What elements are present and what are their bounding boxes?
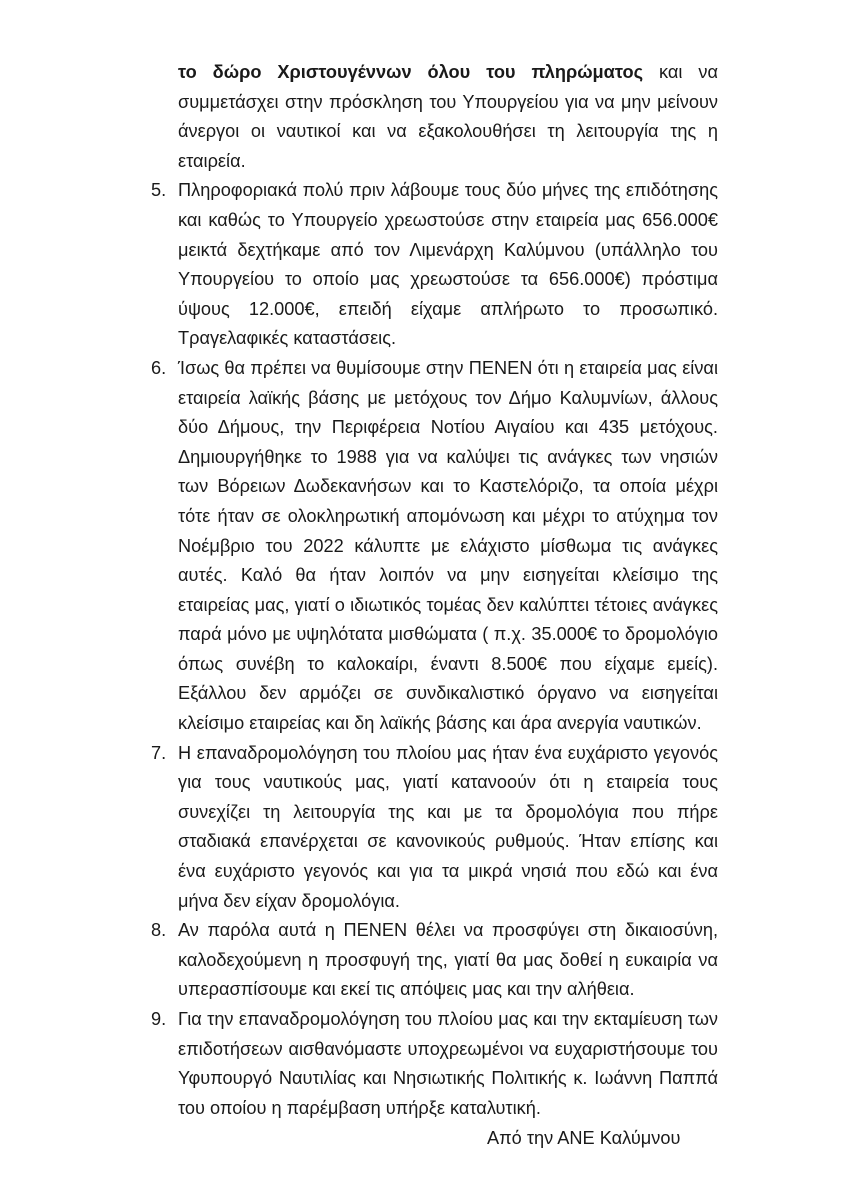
list-item [151, 916, 718, 1005]
list-item [151, 739, 718, 917]
list-number: 6. [151, 357, 167, 378]
list-item [151, 176, 718, 354]
continuation-paragraph [178, 58, 718, 176]
list-number: 7. [151, 742, 167, 763]
list-item-text: Για την επαναδρομολόγηση του πλοίου μας και την εκταμίευση των επιδοτήσεων αισθανόμαστε υποχρεωμένοι να ευχαριστήσουμε του Υφυπουργό Ναυτιλίας και Νησιωτικής Πολιτικής κ. Ιωάννη Παππά του οποίου η παρέμβαση υπήρξε καταλυτική. [178, 1009, 718, 1118]
list-item-text: Ίσως θα πρέπει να θυμίσουμε στην ΠΕΝΕΝ ότι η εταιρεία μας είναι εταιρεία λαϊκής βάσης με μετόχους τον Δήμο Καλυμνίων, άλλους δύο Δήμους, την Περιφέρεια Νοτίου Αιγαίου και 435 μετόχους. Δημιουργήθηκε το 1988 για να καλύψει τις ανάγκες των νησιών των Βόρειων Δωδεκανήσων και το Καστελόριζο, τα οποία μέχρι τότε ήταν σε ολοκληρωτική απομόνωση και μέχρι το ατύχημα τον Νοέμβριο του 2022 κάλυπτε με ελάχιστο μίσθωμα τις ανάγκες αυτές. Καλό θα ήταν λοιπόν να μην εισηγείται κλείσιμο της εταιρείας μας, γιατί ο ιδιωτικός τομέας δεν καλύπτει τέτοιες ανάγκες παρά μόνο με υψηλότατα μισθώματα ( π.χ. 35.000€ το δρομολόγιο όπως συνέβη το καλοκαίρι, έναντι 8.500€ που είχαμε εμείς). Εξάλλου δεν αρμόζει σε συνδικαλιστικό όργανο να εισηγείται κλείσιμο εταιρείας και δη λαϊκής βάσης και άρα ανεργία ναυτικών. [178, 357, 718, 734]
list-number: 5. [151, 180, 167, 201]
list-item [151, 1005, 718, 1123]
signature: Από την ΑΝΕ Καλύμνου [487, 1128, 681, 1148]
list-item [151, 354, 718, 739]
list-item-text: Αν παρόλα αυτά η ΠΕΝΕΝ θέλει να προσφύγει στη δικαιοσύνη, καλοδεχούμενη η προσφυγή της, γιατί θα μας δοθεί η ευκαιρία να υπερασπίσουμε και εκεί τις απόψεις μας και την αλήθεια. [178, 920, 718, 1000]
document-body [151, 58, 718, 1123]
bold-phrase: το δώρο Χριστουγέννων όλου του πληρώματος [178, 62, 644, 82]
list-item-text: Η επαναδρομολόγηση του πλοίου μας ήταν ένα ευχάριστο γεγονός για τους ναυτικούς μας, γιατί κατανοούν ότι η εταιρεία τους συνεχίζει τη λειτουργία της και με τα δρομολόγια που πήρε σταδιακά επανέρχεται σε κανονικούς ρυθμούς. Ήταν επίσης και ένα ευχάριστο γεγονός και για τα μικρά νησιά που εδώ και ένα μήνα δεν είχαν δρομολόγια. [178, 742, 718, 911]
list-number: 8. [151, 920, 167, 941]
list-number: 9. [151, 1009, 167, 1029]
continuation-text: και να συμμετάσχει στην πρόσκληση του Υπουργείου για να μην μείνουν άνεργοι οι ναυτικοί και να εξακολουθήσει τη λειτουργία της η εταιρεία. [178, 62, 718, 171]
list-item-text: Πληροφοριακά πολύ πριν λάβουμε τους δύο μήνες της επιδότησης και καθώς το Υπουργείο χρεωστούσε στην εταιρεία μας 656.000€ μεικτά δεχτήκαμε από τον Λιμενάρχη Καλύμνου (υπάλληλο του Υπουργείου το οποίο μας χρεωστούσε τα 656.000€) πρόστιμα ύψους 12.000€, επειδή είχαμε απλήρωτο το προσωπικό. Τραγελαφικές καταστάσεις. [178, 180, 718, 349]
